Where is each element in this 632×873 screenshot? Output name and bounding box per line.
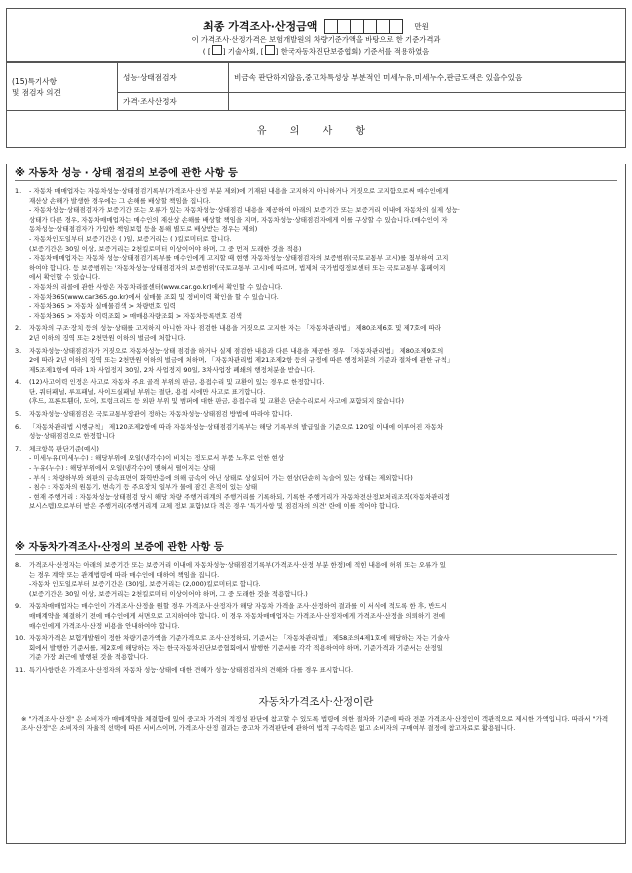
notice-item-line: (보증기간은 30일 이상, 보증거리는 2천킬로미터 이상이어야 하며, 그 중 먼저 도래한 것을 적용): [29, 244, 302, 253]
notice-item-line: 자동차가격은 보험개발원이 정한 차량기준가액을 기준가격으로 조사·산정하되, 기준서는 「자동차관리법」 제58조의4제1호에 해당하는 자는 기술사: [29, 634, 450, 643]
special-notes-label: (15)특기사항 및 점검자 의견: [7, 63, 118, 111]
notice-item: [15, 347, 617, 376]
notice-item: [15, 410, 617, 420]
inspector-label: 성능·상태점검자: [118, 63, 229, 93]
notice-item-line: 2에 따라 2년 이하의 징역 또는 2천만원 이하의 벌금에 처하며, 「자동차관리법 제21조제2항 등의 규정에 따른 행정처분의 기준과 절차에 관한 규칙」: [29, 356, 454, 365]
inspector-opinion: 비금속 판단하지않음,중고차특성상 부분적인 미세누유,미세누수,판금도색은 있을수있음: [229, 63, 626, 93]
notice-item-line: 자동차매매업자는 매수인이 가격조사·산정을 원할 경우 가격조사·산정자가 해당 자동차 가격을 조사·산정하여 결과를 이 서식에 적도록 한 후, 반드시: [29, 602, 448, 611]
notice-item-line: 기준 가장 최근에 발행된 것을 적용합니다.: [29, 653, 149, 662]
notice-item-text: [29, 666, 617, 676]
notice-item-text: [29, 634, 617, 663]
notice-item-line: (후드, 프론트휀더, 도어, 트렁크리드 등 외판 부위 및 범퍼에 대한 판금, 용접수리 및 교환은 단순수리로서 사고에 포함되지 않습니다): [29, 397, 404, 406]
final-price-title: 최종 가격조사·산정금액: [203, 20, 318, 33]
notice-item-line: 자동차성능·상태점검자가 거짓으로 자동차성능·상태 점검을 하거나 실제 점검한 내용과 다른 내용을 제공한 경우 「자동차관리법」 제80조제9호의: [29, 346, 444, 355]
bottom-text: ※ "가격조사·산정" 은 소비자가 매매계약을 체결함에 있어 중고차 가격의 적정성 판단에 참고할 수 있도록 법령에 의한 절차와 기준에 따라 전문 가격조사·산정인이 객관적으로 제시한 가액입니다. 따라서 "가격조사·산정"은 소비자의 자율적 선택에 따른 서비스이며, 가격조사·산정 결과는 중고차 가격판단에 관하여 법적 구속력은 없고 소비자의 구매여부 결정에 참고자료로 활용됩니다.: [21, 714, 609, 733]
notice-item-text: [29, 378, 617, 407]
notice-item-number: 9.: [15, 602, 22, 611]
price-basis-line1: 이 가격조사·산정가격은 보험개발원의 차량기준가액을 바탕으로 한 기준가격과: [191, 35, 441, 44]
notice-item-line: 보시스템)으로부터 받은 주행거리(주행거리계 교체 정보 포함)보다 적은 경우 '특기사항 및 점검자의 의견' 란에 이를 적어야 합니다.: [29, 502, 400, 511]
amount-unit: 만원: [414, 21, 429, 31]
notice-item-line: 하여야 합니다. 등 보증범위는 '자동차성능·상태점검자의 보증범위'(국토교통부 고시)에 따르며, 법제처 국가법령정보센터 또는 국토교통부 홈페이지: [29, 263, 446, 272]
notice-item-number: 8.: [15, 561, 22, 569]
amount-digit-box[interactable]: [337, 19, 351, 34]
notice-item: [15, 602, 617, 631]
notice-item-number: 11.: [15, 665, 26, 674]
price-basis-line2: ( [ ] 기술사회, [ ] 한국자동차진단보증협회) 기준서를 적용하였음: [202, 47, 430, 56]
notice-item-text: [29, 423, 617, 442]
amount-digit-box[interactable]: [363, 19, 377, 34]
notice-item-line: 2년 이하의 징역 또는 2천만원 이하의 벌금에 처합니다.: [29, 333, 186, 342]
notice-item: [15, 324, 617, 343]
notice-item-line: - 자동차성능·상태점검자가 보증기간 또는 오류가 있는 자동차성능·상태점검 내용을 제공하여 아래의 보증기간 또는 보증거리 이내에 자동차의 실제 성능·: [29, 206, 460, 215]
amount-digit-box[interactable]: [389, 19, 403, 34]
notice-item-line: (보증기간은 30일 이상, 보증거리는 2천킬로미터 이상이어야 하며, 그 중 도래한 것을 적용합니다.): [29, 589, 308, 598]
notice-item-line: 특기사항란은 가격조사·산정자의 자동차 성능·상태에 대한 견해가 성능·상태점검자의 견해와 다를 경우 표시합니다.: [29, 665, 354, 674]
notice-item-line: 매수인에게 가격조사·산정 비용을 안내하여야 합니다.: [29, 621, 180, 630]
notice-item-line: 회에서 발행한 기준서를, 제2호에 해당하는 자는 한국자동차진단보증협회에서 발행한 기준서를 각각 적용하여야 하며, 기준가격과 기준서는 산정일: [29, 643, 443, 652]
notice-item-line: 제5조제1항에 따라 1차 사업정지 30일, 2차 사업정지 90일, 3차사업장 폐쇄의 행정처분을 받습니다.: [29, 365, 315, 374]
notice-item-line: 는 경우 계약 또는 관계법령에 따라 매수인에 대하여 책임을 집니다.: [29, 570, 220, 579]
notice-item-line: - 누유(누수) : 해당부위에서 오일(냉각수)이 맺혀서 떨어지는 상태: [29, 464, 216, 473]
notice-item-text: [29, 445, 617, 512]
notice-item-line: (12)사고이력 인정은 사고로 자동차 주요 골격 부위의 판금, 용접수리 및 교환이 있는 경우로 한정합니다.: [29, 378, 325, 387]
appraiser-opinion: [229, 93, 626, 111]
notice-item-text: [29, 602, 617, 631]
special-notes-table: [6, 62, 626, 111]
notice-item-line: 매매계약을 체결하기 전에 매수인에게 서면으로 고지하여야 합니다. 이 경우 자동차매매업자는 가격조사·산정자에게 가격조사·산정을 의뢰하기 전에: [29, 611, 446, 620]
notice-item-line: 「자동차관리법 시행규칙」 제120조제2항에 따라 자동차성능·상태점검기록부는 해당 기록부의 발급일을 기준으로 120일 이내에 이루어진 자동차: [29, 422, 444, 431]
notice-item-line: 단, 쿼터패널, 루프패널, 사이드실패널 부위는 절단, 용접 시에만 사고로 표기합니다.: [29, 387, 266, 396]
notice-item: [15, 423, 617, 442]
engineer-society-checkbox[interactable]: [212, 45, 222, 55]
notice-item-line: 가격조사·산정자는 아래의 보증기간 또는 보증거리 이내에 자동차성능·상태점검기록부(가격조사·산정 부분 한정)에 적힌 내용에 허위 또는 오류가 있: [29, 561, 446, 569]
amount-digit-box[interactable]: [324, 19, 338, 34]
bottom-title: 자동차가격조사·산정이란: [258, 695, 374, 708]
notice-item-text: [29, 187, 617, 321]
notice-item-line: 자동차의 구조·장치 등의 성능·상태를 고지하지 아니한 자나 점검한 내용을 거짓으로 고지한 자는 「자동차관리법」 제80조제6호 및 제7호에 따라: [29, 324, 442, 333]
notice-item: [15, 666, 617, 676]
notice-item-line: 재산상 손해가 발생한 경우에는 그 손해를 배상할 책임을 집니다.: [29, 196, 211, 205]
notice-item-number: 10.: [15, 634, 26, 643]
notice-item-number: 4.: [15, 378, 22, 387]
notice-item-number: 7.: [15, 444, 22, 453]
notice-item-number: 3.: [15, 346, 22, 355]
notice-item-line: - 자동차인도일부터 보증기간은 ( )일, 보증거리는 ( )킬로미터로 합니다.: [29, 234, 232, 243]
notice-item-line: 성능·상태점검으로 한정합니다: [29, 432, 115, 441]
notice-item: [15, 561, 617, 599]
notice-item-number: 1.: [15, 187, 22, 195]
notice-item-text: [29, 347, 617, 376]
diagnosis-association-checkbox[interactable]: [265, 45, 275, 55]
notice-item-line: - 미세누유(미세누수) : 해당부위에 오일(냉각수)이 비치는 정도로서 부품 노후로 인한 현상: [29, 454, 285, 463]
notice-item-number: 6.: [15, 422, 22, 431]
notice-item-line: 에서 확인할 수 있습니다.: [29, 273, 101, 282]
section1-items: [15, 187, 617, 512]
notice-item-text: [29, 561, 617, 599]
notice-item: [15, 187, 617, 321]
notice-item-line: 상태가 다른 경우, 자동차매매업자는 매수인의 재산상 손해를 배상할 책임을 지며, 자동차성능·상태점검자에게 이를 구상할 수 있습니다.(매수인이 자: [29, 215, 448, 224]
final-price-title-row: [203, 18, 429, 34]
notice-item-text: [29, 410, 617, 420]
notice-item-line: - 자동차매매업자는 자동차 성능·상태점검기록부를 매수인에게 고지할 때 현행 자동차성능·상태점검자의 보증범위(국토교통부 고시)를 첨부하여 고지: [29, 254, 449, 263]
amount-digit-box[interactable]: [350, 19, 364, 34]
notice-header: 유 의 사 항: [6, 111, 626, 148]
notice-item-line: - 자동차 매매업자는 자동차성능·상태점검기록부(가격조사·산정 부분 제외)에 기재된 내용을 고지하지 아니하거나 거짓으로 고지함으로써 매수인에게: [29, 187, 449, 195]
amount-input-boxes[interactable]: [325, 19, 403, 34]
notice-item-line: - 침수 : 자동차의 원동기, 변속기 등 주요장치 일부가 물에 잠긴 흔적이 있는 상태: [29, 483, 258, 492]
notice-item-line: - 자동차365(www.car365.go.kr)에서 실매물 조회 및 정비이력 확인을 할 수 있습니다.: [29, 292, 279, 301]
notice-item-text: [29, 324, 617, 343]
amount-digit-box[interactable]: [376, 19, 390, 34]
notice-item-line: -자동차 인도일로부터 보증기간은 (30)일, 보증거리는 (2,000)킬로미터로 합니다.: [29, 580, 261, 589]
notice-item: [15, 445, 617, 512]
final-price-box: [6, 8, 626, 62]
notice-item-line: - 현재 주행거리 : 자동차성능·상태점검 당시 해당 차량 주행거리계의 주행거리를 기록하되, 기록한 주행거리가 자동차전산정보처리조직(자동차관리정: [29, 492, 451, 501]
section2-title: ※ 자동차가격조사·산정의 보증에 관한 사항 등: [15, 538, 617, 555]
notice-content: [6, 164, 626, 844]
notice-item-line: 자동차성능·상태점검은 국토교통부장관이 정하는 자동차성능·상태점검 방법에 따라야 합니다.: [29, 410, 293, 419]
notice-item-line: 동차성능·상태점검자가 가입한 책임보험 등을 통해 별도로 배상받는 경우는 제외): [29, 225, 258, 234]
notice-item: [15, 634, 617, 663]
notice-item: [15, 378, 617, 407]
notice-item-line: - 자동차365 > 자동차 실매물검색 > 차량번호 입력: [29, 302, 176, 311]
notice-item-number: 5.: [15, 410, 22, 419]
section2-items: [15, 561, 617, 676]
notice-item-line: - 부식 : 차량하부와 외판의 금속표면이 화학반응에 의해 금속이 아닌 상태로 상실되어 가는 현상(단순히 녹슬어 있는 상태는 제외합니다): [29, 473, 413, 482]
appraiser-label: 가격·조사산정자: [118, 93, 229, 111]
notice-item-line: 체크항목 판단기준(예시): [29, 444, 99, 453]
notice-item-number: 2.: [15, 324, 22, 333]
section1-title: ※ 자동차 성능 · 상태 점검의 보증에 관한 사항 등: [15, 164, 617, 181]
notice-item-line: - 자동차의 리콜에 관한 사항은 자동차리콜센터(www.car.go.kr)에서 확인할 수 있습니다.: [29, 282, 283, 291]
notice-item-line: - 자동차365 > 자동차 이력조회 > 매매용자량조회 > 자동차등록번호 검색: [29, 311, 242, 320]
